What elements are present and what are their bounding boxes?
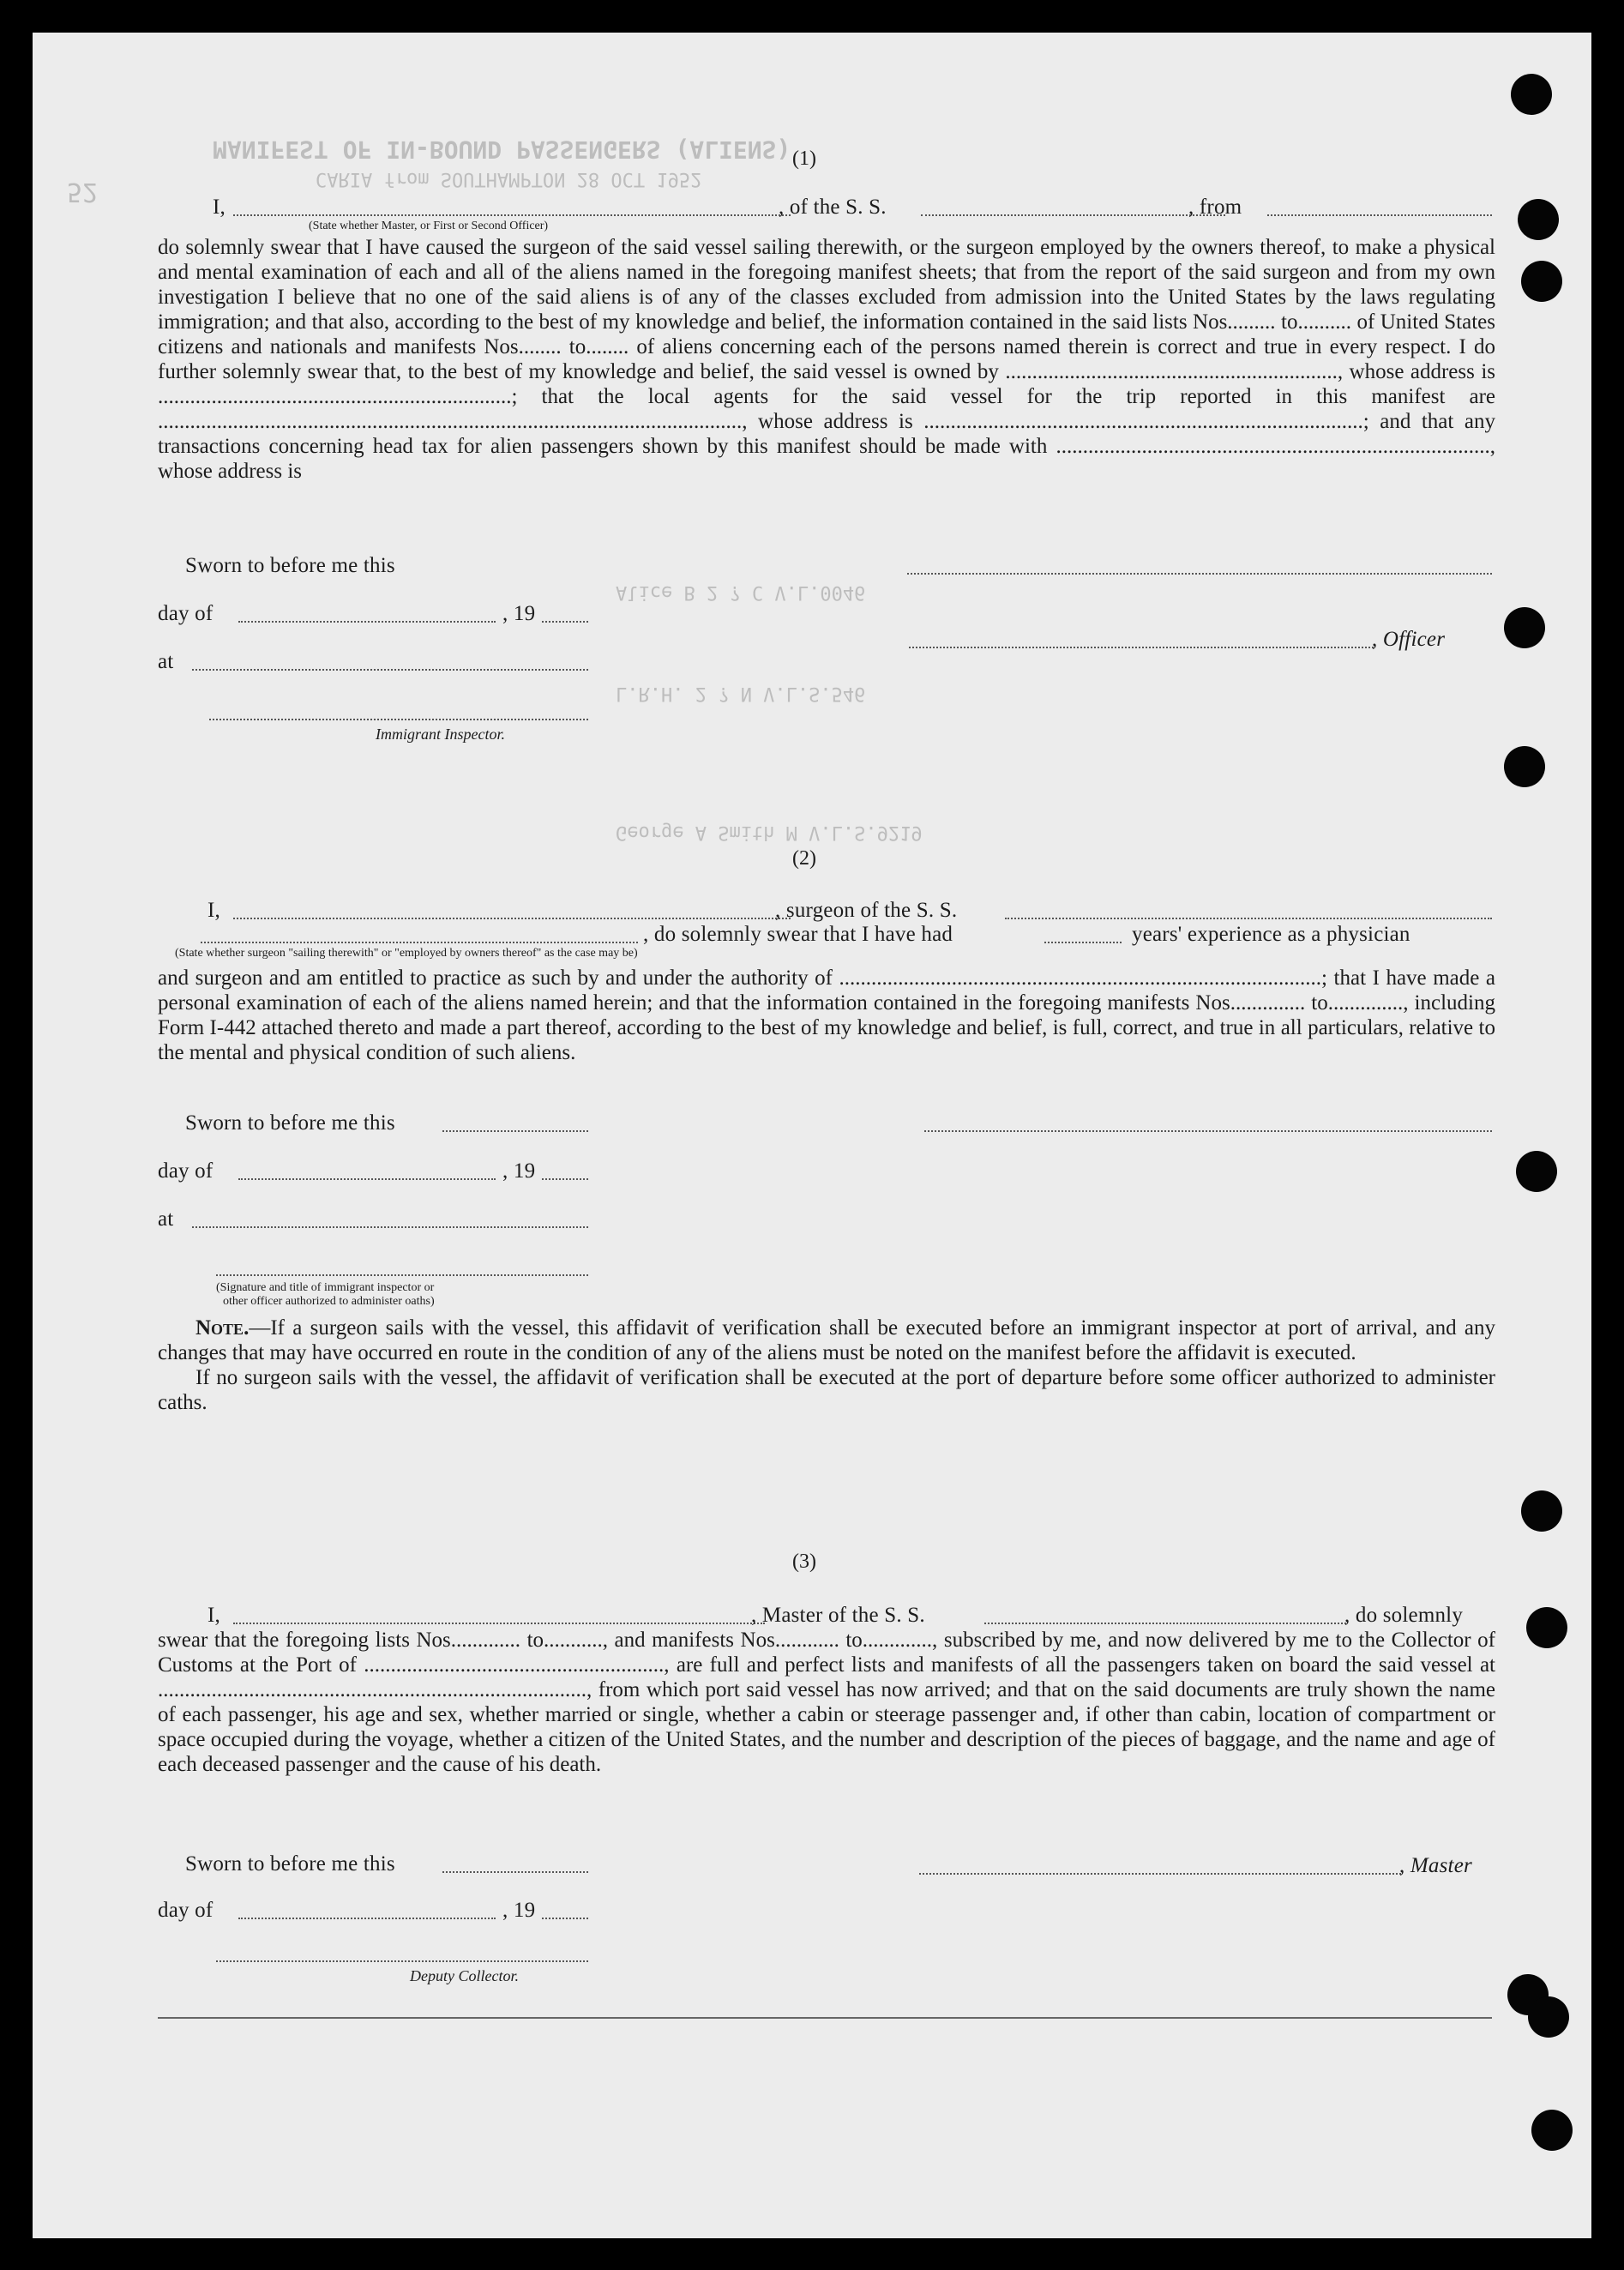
blank-line — [201, 942, 638, 943]
from-label: , from — [1188, 196, 1242, 219]
sworn-label: Sworn to before me this — [185, 1111, 395, 1135]
oath-paragraph: and surgeon and am entitled to practice as such by and under the authority of ..........................................................................................; that I have made a personal examination of each of the aliens named herein; and that the information contained in the foregoing manifests Nos.............. to.............., including Form I-442 attached thereto and made a part thereof, according to the best of my knowledge and belief, is full, correct, and true in all particulars, relative to the mental and physical condition of such aliens. — [158, 966, 1495, 1064]
year-prefix: , 19 — [502, 602, 536, 625]
oath-pronoun: I, — [208, 899, 220, 922]
blank-line — [542, 1918, 588, 1919]
bleed-through-text: George A Smith M V.L.S.9219 — [616, 822, 923, 843]
master-signature-label: , Master — [1399, 1854, 1472, 1877]
year-prefix: , 19 — [502, 1899, 536, 1922]
punch-hole — [1526, 1607, 1567, 1648]
blank-line — [233, 918, 791, 919]
punch-hole — [1516, 1151, 1557, 1192]
blank-line — [1044, 942, 1122, 943]
day-of-label: day of — [158, 602, 214, 625]
sworn-label: Sworn to before me this — [185, 554, 395, 577]
signature-line — [924, 1130, 1492, 1132]
signature-line — [209, 719, 588, 720]
punch-hole — [1504, 607, 1545, 648]
blank-line — [1005, 918, 1492, 919]
blank-line — [233, 1623, 765, 1624]
year-prefix: , 19 — [502, 1159, 536, 1183]
oath-paragraph: swear that the foregoing lists Nos............. to..........., and manifests Nos............ to............., subscribed by me, and now delivered by me to the Collector of Customs at the Port of ........................................................, are full and perfect lists and manifests of all the passengers taken on board the said vessel at ................................................................................, from which port said vessel has now arrived; and that on the said documents are truly shown the name of each passenger, his age and sex, whether married or single, whether a cabin or steerage passenger and, if other than cabin, location of compartment or space occupied during the voyage, whether a citizen of the United States, and the number and description of the pieces of baggage, and the name and age of each deceased passenger and the cause of his death. — [158, 1629, 1495, 1776]
bottom-rule — [158, 2017, 1492, 2019]
signature-caption: Deputy Collector. — [410, 1967, 519, 1984]
blank-line — [921, 214, 1225, 216]
blank-line — [542, 621, 588, 623]
blank-line — [542, 1178, 588, 1180]
oath-pronoun: I, — [213, 196, 226, 219]
blank-line — [238, 1178, 496, 1180]
master-label: , Master of the S. S. — [751, 1604, 925, 1627]
bleed-through-text: MANIFEST OF IN-BOUND PASSENGERS (ALIENS) — [213, 135, 791, 164]
at-label: at — [158, 1207, 174, 1231]
experience-suffix: years' experience as a physician — [1132, 923, 1410, 946]
solemnly-label: , do solemnly — [1344, 1604, 1464, 1627]
blank-line — [909, 647, 1374, 648]
oath-pronoun: I, — [208, 1604, 220, 1627]
signature-line — [216, 1960, 588, 1962]
blank-line — [192, 1226, 588, 1228]
punch-hole — [1521, 261, 1562, 302]
surgeon-label: , surgeon of the S. S. — [775, 899, 958, 922]
signature-caption: (Signature and title of immigrant inspector or — [216, 1281, 435, 1294]
punch-hole — [1511, 74, 1552, 115]
punch-hole — [1518, 199, 1559, 240]
blank-line — [238, 621, 496, 623]
experience-text: , do solemnly swear that I have had — [643, 923, 953, 946]
note-heading: Note. — [195, 1316, 250, 1340]
punch-hole — [1504, 746, 1545, 787]
punch-hole — [1528, 1996, 1569, 2038]
signature-line — [216, 1274, 588, 1276]
bleed-through-text: L.R.H. 2 ? N V.L.S.546 — [616, 683, 866, 704]
section-number: (3) — [792, 1550, 816, 1573]
day-of-label: day of — [158, 1159, 214, 1183]
officer-text: Officer — [1382, 628, 1446, 651]
at-label: at — [158, 650, 174, 673]
instruction-note: (State whether Master, or First or Second Officer) — [309, 220, 549, 232]
signature-caption: Immigrant Inspector. — [376, 726, 505, 743]
punch-hole — [1531, 2110, 1573, 2151]
oath-paragraph: do solemnly swear that I have caused the surgeon of the said vessel sailing therewith, or the surgeon employed by the owners thereof, to make a physical and mental examination of each and all of the aliens named in the foregoing manifest sheets; that from the report of the said surgeon and from my own investigation I believe that no one of the said aliens is of any of the classes excluded from admission into the United States by the laws regulating immigration; and that also, according to the best of my knowledge and belief, the information contained in the said lists Nos......... to.......... of United States citizens and nationals and manifests Nos........ to........ of aliens concerning each of the persons named therein is correct and true in every respect. I do further solemnly swear that, to the best of my knowledge and belief, the said vessel is owned by .............................................................., whose address is ..................................................................; that the local agents for the said vessel for the trip reported in this manifest are ............................................................................................................., whose address is ..................................................................................; and that any transactions concerning head tax for alien passengers shown by this manifest should be made with ................................................................................., whose address is — [158, 236, 1495, 483]
section-number: (1) — [792, 148, 816, 170]
blank-line — [238, 1918, 496, 1919]
vessel-label: , of the S. S. — [779, 196, 887, 219]
instruction-note: (State whether surgeon "sailing therewith" or "employed by owners thereof" as the case may be) — [175, 947, 638, 960]
bleed-through-text: 52 — [67, 177, 99, 207]
blank-line — [442, 1130, 588, 1132]
blank-line — [984, 1623, 1346, 1624]
bleed-through-text: Alice B 2 ? C V.L.0046 — [616, 581, 866, 603]
signature-caption: other officer authorized to administer oaths) — [223, 1295, 435, 1308]
day-of-label: day of — [158, 1899, 214, 1922]
sworn-label: Sworn to before me this — [185, 1852, 395, 1876]
officer-label: , Officer — [1372, 628, 1446, 651]
punch-hole — [1521, 1490, 1562, 1532]
section-number: (2) — [792, 847, 816, 870]
bleed-through-text: CARIA from SOUTHAMPTON 28 OCT 1952 — [316, 168, 702, 190]
blank-line — [442, 1871, 588, 1873]
manifest-back-page — [33, 33, 1591, 2238]
signature-line — [919, 1873, 1401, 1875]
blank-line — [233, 214, 791, 216]
blank-line — [1267, 214, 1492, 216]
blank-line — [192, 669, 588, 671]
master-text: Master — [1410, 1854, 1472, 1877]
note-paragraph: Note.—If a surgeon sails with the vessel, this affidavit of verification shall be executed before an immigrant inspector at port of arrival, and any changes that may have occurred en route in the condition of any of the aliens must be noted on the manifest before the affidavit is executed. If no surgeon sails with the vessel, the affidavit of verification shall be executed at the port of departure before some officer authorized to administer caths. — [158, 1316, 1495, 1414]
blank-line — [907, 573, 1492, 575]
